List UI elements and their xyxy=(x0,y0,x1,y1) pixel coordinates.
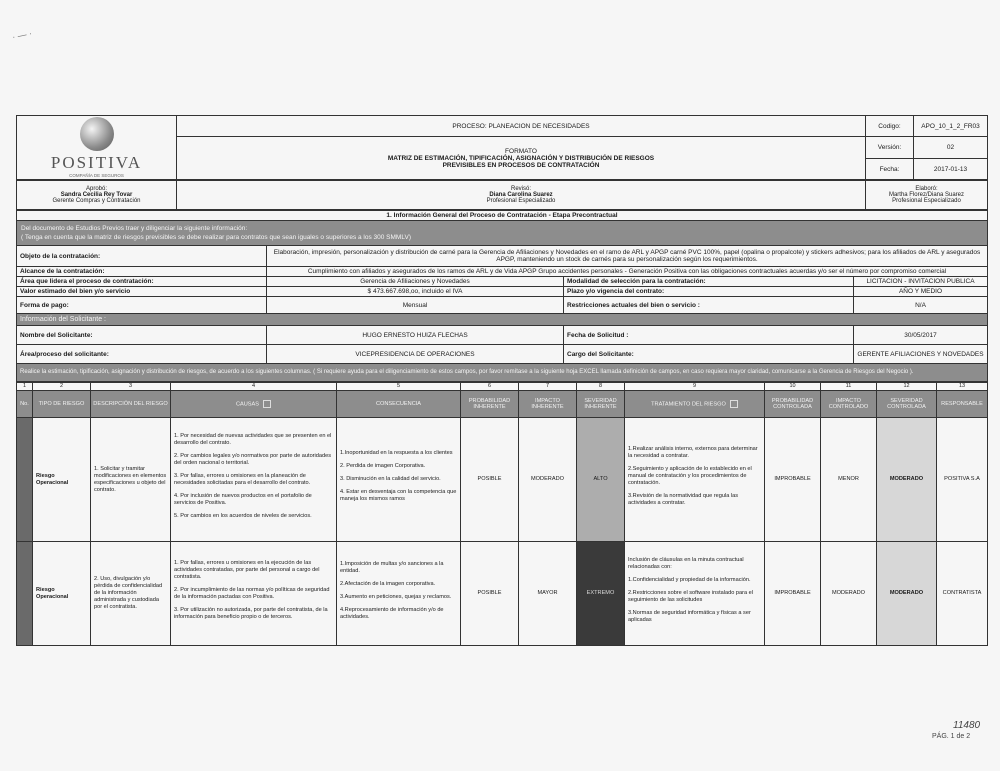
solicitud-fecha-value: 30/05/2017 xyxy=(854,326,988,345)
title-line-1: MATRIZ DE ESTIMACIÓN, TIPIFICACIÓN, ASIGNACIÓN Y DISTRIBUCIÓN DE RIESGOS xyxy=(387,154,655,162)
impacto-controlado: MODERADO xyxy=(821,542,877,646)
table-row xyxy=(17,418,988,542)
note-line-2: ( Tenga en cuenta que la matriz de riesgos previsibles se debe realizar para contratos que sean iguales o superiores a los 300 SMMLV) xyxy=(21,234,411,241)
objeto-label: Objeto de la contratación: xyxy=(17,246,267,267)
severidad-controlada: MODERADO xyxy=(877,542,937,646)
col-number: 8 xyxy=(577,383,625,391)
aprobo-block xyxy=(17,181,177,210)
objeto-value: Elaboración, impresión, personalización y distribución de carné para la Gerencia de Afiliaciones y Novedades en el ramo de ARL y APGP carné PVC 100%, papel (opalina o propalcote) y stickers adhesivos; para los afiliados de ARL y asegurados APGP, manteniendo un stock de carnés para su personalización según los requerimientos. xyxy=(267,246,988,267)
solicitante-area-value: VICEPRESIDENCIA DE OPERACIONES xyxy=(267,345,564,364)
area-label: Área que lidera el proceso de contratación: xyxy=(17,277,267,287)
col-number: 12 xyxy=(877,383,937,391)
causa-item: 2. Por incumplimiento de las normas y/o políticas de seguridad de la información pactadas con Positiva. xyxy=(174,587,330,600)
col-number: 5 xyxy=(337,383,461,391)
process-name: PROCESO: PLANEACION DE NECESIDADES xyxy=(177,116,866,137)
row-strip xyxy=(17,542,33,646)
severidad-inherente: ALTO xyxy=(577,418,625,542)
solicitante-area-label: Área/proceso del solicitante: xyxy=(17,345,267,364)
scan-mark: · — · xyxy=(11,28,33,42)
reviso-name: Diana Carolina Suarez xyxy=(489,192,553,198)
filter-checkbox-icon[interactable] xyxy=(730,400,738,408)
fecha-label: Fecha: xyxy=(866,159,914,180)
reviso-role: Profesional Especializado xyxy=(486,198,556,204)
restricciones-value: N/A xyxy=(854,297,988,314)
tratamiento-item: Inclusión de cláusulas en la minuta contractual relacionadas con: xyxy=(628,557,744,570)
elaboro-role: Profesional Especializado xyxy=(892,198,961,204)
risk-matrix-sheet xyxy=(16,115,988,646)
header-prob-controlada: PROBABILIDAD CONTROLADA xyxy=(765,391,821,418)
causas-cell xyxy=(171,418,337,542)
consecuencias-cell xyxy=(337,542,461,646)
col-number: 1 xyxy=(17,383,33,391)
col-number: 3 xyxy=(91,383,171,391)
tratamiento-cell xyxy=(625,542,765,646)
valor-value: $ 473.667.698,oo, incluido el IVA xyxy=(267,287,564,297)
format-label: FORMATO xyxy=(505,147,537,155)
general-info xyxy=(16,210,988,382)
impacto-controlado: MENOR xyxy=(821,418,877,542)
consecuencia-item: 3.Aumento en peticiones, quejas y reclamos. xyxy=(340,593,452,600)
aprobo-role: Gerente Compras y Contratación xyxy=(52,198,141,204)
causa-item: 3. Por fallas, errores u omisiones en la planeación de necesidades solicitadas para el desarrollo del contrato. xyxy=(174,473,311,486)
causa-item: 2. Por cambios legales y/o normativos por parte de autoridades del orden nacional o territorial. xyxy=(174,453,332,466)
valor-label: Valor estimado del bien y/o servicio xyxy=(17,287,267,297)
format-title xyxy=(177,137,866,180)
modalidad-value: LICITACION - INVITACION PUBLICA xyxy=(854,277,988,287)
responsable: CONTRATISTA xyxy=(937,542,988,646)
solicitante-nombre-value: HUGO ERNESTO HUIZA FLECHAS xyxy=(267,326,564,345)
logo-globe-icon xyxy=(80,117,114,151)
descripcion-riesgo: 1. Solicitar y tramitar modificaciones en elementos especificaciones u objeto del contrato. xyxy=(91,418,171,542)
solicitante-cargo-value: GERENTE AFILIACIONES Y NOVEDADES xyxy=(854,345,988,364)
plazo-label: Plazo y/o vigencia del contrato: xyxy=(564,287,854,297)
alcance-value: Cumplimiento con afiliados y asegurados de los ramos de ARL y de Vida APGP Grupo accidentes personales - Generación Positiva con las obligaciones contractuales acuerdas y/o ser el número por compromiso comercial xyxy=(267,267,988,277)
col-number: 11 xyxy=(821,383,877,391)
causa-item: 1. Por fallas, errores u omisiones en la ejecución de las actividades contratadas, por parte del personal a cargo del contratista. xyxy=(174,560,320,580)
col-number: 9 xyxy=(625,383,765,391)
col-number: 10 xyxy=(765,383,821,391)
responsable: POSITIVA S.A xyxy=(937,418,988,542)
tratamiento-item: 1.Confidencialidad y propiedad de la información. xyxy=(628,577,751,583)
tipo-riesgo: Riesgo Operacional xyxy=(33,418,91,542)
severidad-inherente: EXTREMO xyxy=(577,542,625,646)
reviso-block xyxy=(177,181,866,210)
header-consecuencia: CONSECUENCIA xyxy=(337,391,461,418)
consecuencia-item: 3. Disminución en la calidad del servicio. xyxy=(340,476,441,482)
probabilidad-inherente: POSIBLE xyxy=(461,418,519,542)
header-severidad-controlada: SEVERIDAD CONTROLADA xyxy=(877,391,937,418)
header-tipo: TIPO DE RIESGO xyxy=(33,391,91,418)
probabilidad-controlada: IMPROBABLE xyxy=(765,542,821,646)
version-value: 02 xyxy=(914,137,988,159)
col-number: 2 xyxy=(33,383,91,391)
title-line-2: PREVISIBLES EN PROCESOS DE CONTRATACIÓN xyxy=(442,161,600,169)
section-title: 1. Información General del Proceso de Contratación - Etapa Precontractual xyxy=(17,211,988,221)
header-responsable: RESPONSABLE xyxy=(937,391,988,418)
plazo-value: AÑO Y MEDIO xyxy=(854,287,988,297)
consecuencia-item: 2. Perdida de imagen Corporativa. xyxy=(340,463,426,469)
tratamiento-item: 3.Revisión de la normatividad que regula las actividades a contratar. xyxy=(628,493,739,506)
elaboro-name: Martha Florez/Diana Suarez xyxy=(888,192,965,198)
row-strip xyxy=(17,418,33,542)
codigo-value: APO_10_1_2_FR03 xyxy=(914,116,988,137)
handwritten-folio: 11480 xyxy=(953,720,981,731)
solicitud-fecha-label: Fecha de Solicitud : xyxy=(564,326,854,345)
matrix-note: Realice la estimación, tipificación, asignación y distribución de riesgos, de acuerdo a los siguientes columnas. ( Si requiere ayuda para el diligenciamiento de estos campos, por favor remítase a la siguiente hoja EXCEL llamada definición de campos, en caso requiera mayor claridad, comunicarse a la Gerencia de Riesgos del Negocio ). xyxy=(17,364,988,382)
causa-item: 3. Por utilización no autorizada, por parte del contratista, de la información para beneficio propio o de terceros. xyxy=(174,607,328,620)
consecuencia-item: 2.Afectación de la imagen corporativa. xyxy=(340,580,436,587)
probabilidad-inherente: POSIBLE xyxy=(461,542,519,646)
header-tratamiento-label: TRATAMIENTO DEL RIESGO xyxy=(651,401,726,408)
reviso-label: Revisó: xyxy=(510,186,531,192)
aprobo-label: Aprobó: xyxy=(85,186,107,192)
page-number: PÁG. 1 de 2 xyxy=(932,733,971,740)
elaboro-block xyxy=(866,181,988,210)
header-descripcion: DESCRIPCIÓN DEL RIESGO xyxy=(91,391,171,418)
probabilidad-controlada: IMPROBABLE xyxy=(765,418,821,542)
tipo-riesgo: Riesgo Operacional xyxy=(33,542,91,646)
col-number: 4 xyxy=(171,383,337,391)
consecuencia-item: 4.Reprocesamiento de información y/o de actividades. xyxy=(340,606,444,620)
header-impacto-controlado: IMPACTO CONTROLADO xyxy=(821,391,877,418)
fecha-value: 2017-01-13 xyxy=(914,159,988,180)
solicitante-nombre-label: Nombre del Solicitante: xyxy=(17,326,267,345)
tratamiento-item: 2.Restricciones sobre el software instalado para el seguimiento de las solicitudes xyxy=(628,590,753,603)
tratamiento-item: 2.Seguimiento y aplicación de lo establecido en el manual de contratación y los procedimientos de contratación. xyxy=(628,466,752,486)
restricciones-label: Restricciones actuales del bien o servicio : xyxy=(564,297,854,314)
document-header xyxy=(16,115,988,180)
elaboro-label: Elaboró: xyxy=(915,186,938,192)
col-number: 13 xyxy=(937,383,988,391)
codigo-label: Codigo: xyxy=(866,116,914,137)
tratamiento-item: 3.Normas de seguridad informática y físicas a ser aplicadas xyxy=(628,610,751,623)
forma-label: Forma de pago: xyxy=(17,297,267,314)
note-line-1: Del documento de Estudios Previos traer y diligenciar la siguiente información: xyxy=(21,225,248,232)
logo xyxy=(17,116,177,180)
solicitante-title: Información del Solicitante : xyxy=(17,314,988,326)
modalidad-label: Modalidad de selección para la contratación: xyxy=(564,277,854,287)
severidad-controlada: MODERADO xyxy=(877,418,937,542)
alcance-label: Alcance de la contratación: xyxy=(17,267,267,277)
solicitante-cargo-label: Cargo del Solicitante: xyxy=(564,345,854,364)
header-causas xyxy=(171,391,337,418)
header-severidad: SEVERIDAD INHERENTE xyxy=(577,391,625,418)
causa-item: 4. Por inclusión de nuevos productos en el portafolio de servicios de Positiva. xyxy=(174,493,312,506)
tratamiento-item: 1.Realizar análisis interno, externos para determinar la necesidad a contratar. xyxy=(628,446,758,459)
table-row xyxy=(17,542,988,646)
logo-name: POSITIVA xyxy=(50,153,143,172)
forma-value: Mensual xyxy=(267,297,564,314)
header-probabilidad: PROBABILIDAD INHERENTE xyxy=(461,391,519,418)
causa-item: 5. Por cambios en los acuerdos de niveles de servicios. xyxy=(174,513,312,519)
consecuencia-item: 1.Inoportunidad en la respuesta a los clientes xyxy=(340,450,453,456)
col-number: 6 xyxy=(461,383,519,391)
impacto-inherente: MODERADO xyxy=(519,418,577,542)
risk-matrix xyxy=(16,382,988,646)
tratamiento-cell xyxy=(625,418,765,542)
logo-subtitle: COMPAÑÍA DE SEGUROS xyxy=(69,173,124,178)
impacto-inherente: MAYOR xyxy=(519,542,577,646)
consecuencia-item: 4. Estar en desventaja con la competencia que maneja los mismos ramos xyxy=(340,489,457,502)
header-tratamiento xyxy=(625,391,765,418)
descripcion-riesgo: 2. Uso, divulgación y/o pérdida de confidencialidad de la información administrada y custodiada por el contratista. xyxy=(91,542,171,646)
signatures xyxy=(16,180,988,210)
consecuencias-cell xyxy=(337,418,461,542)
filter-checkbox-icon[interactable] xyxy=(263,400,271,408)
col-number: 7 xyxy=(519,383,577,391)
version-label: Versión: xyxy=(866,137,914,159)
area-value: Gerencia de Afiliaciones y Novedades xyxy=(267,277,564,287)
header-impacto: IMPACTO INHERENTE xyxy=(519,391,577,418)
section-note xyxy=(17,221,988,246)
header-causas-label: CAUSAS xyxy=(235,401,259,408)
causas-cell xyxy=(171,542,337,646)
consecuencia-item: 1.Imposición de multas y/o sanciones a la entidad. xyxy=(340,560,444,574)
causa-item: 1. Por necesidad de nuevas actividades que se presenten en el desarrollo del contrato. xyxy=(174,433,332,446)
header-no: No. xyxy=(17,391,33,418)
aprobo-name: Sandra Cecilia Rey Tovar xyxy=(60,192,133,198)
